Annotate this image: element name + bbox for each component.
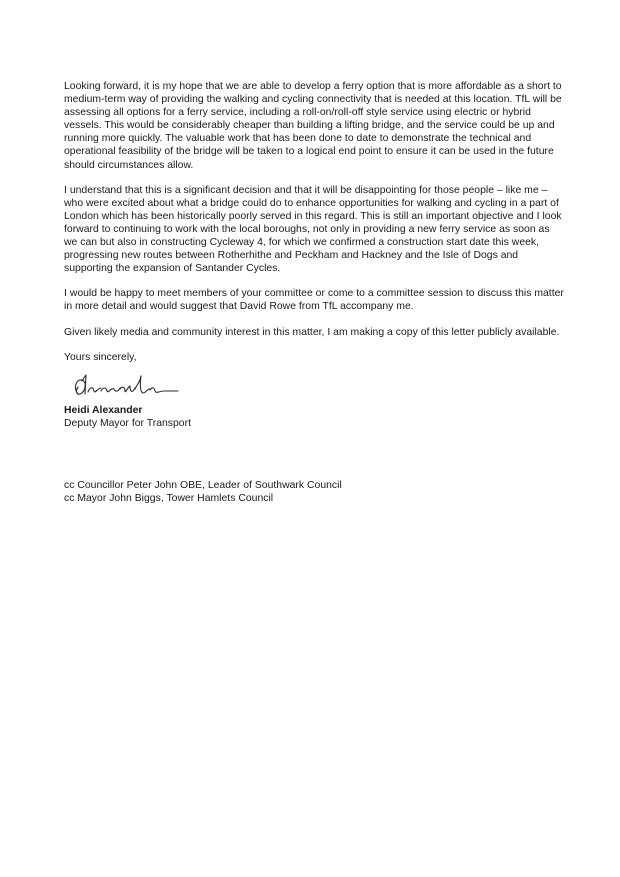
letter-body (64, 80, 564, 505)
cc-list (64, 479, 564, 505)
closing-salutation: Yours sincerely, (64, 351, 137, 363)
signatory-name: Heidi Alexander (64, 404, 143, 416)
signature-block (64, 404, 564, 430)
paragraph-publication: Given likely media and community interest in this matter, I am making a copy of this letter publicly available. (64, 326, 560, 338)
paragraph-decision: I understand that this is a significant decision and that it will be disappointing for those people – like me – who were excited about what a bridge could do to enhance opportunities for walking and cycling in a part of London which has been historically poorly served in this regard. This is still an important objective and I look forward to continuing to work with the local boroughs, not only in providing a new ferry service as soon as we can but also in constructing Cycleway 4, for which we confirmed a construction start date this week, progressing new routes between Rotherhithe and Peckham and Hackney and the Isle of Dogs and supporting the expansion of Santander Cycles. (64, 184, 562, 275)
handwritten-signature (70, 372, 182, 402)
cc-line: cc Councillor Peter John OBE, Leader of Southwark Council (64, 479, 342, 491)
paragraph-committee-meeting: I would be happy to meet members of your committee or come to a committee session to discuss this matter in more detail and would suggest that David Rowe from TfL accompany me. (64, 288, 564, 313)
signatory-title: Deputy Mayor for Transport (64, 417, 191, 429)
cc-line: cc Mayor John Biggs, Tower Hamlets Council (64, 492, 274, 504)
paragraph-ferry-option: Looking forward, it is my hope that we are able to develop a ferry option that is more affordable as a short to medium-term way of providing the walking and cycling connectivity that is needed at this location. TfL will be assessing all options for a ferry service, including a roll-on/roll-off style service using electric or hybrid vessels. This would be considerably cheaper than building a lifting bridge, and the service could be up and running more quickly. The valuable work that has been done to date to demonstrate the technical and operational feasibility of the bridge will be taken to a logical end point to ensure it can be used in the future should circumstances allow. (64, 81, 562, 171)
